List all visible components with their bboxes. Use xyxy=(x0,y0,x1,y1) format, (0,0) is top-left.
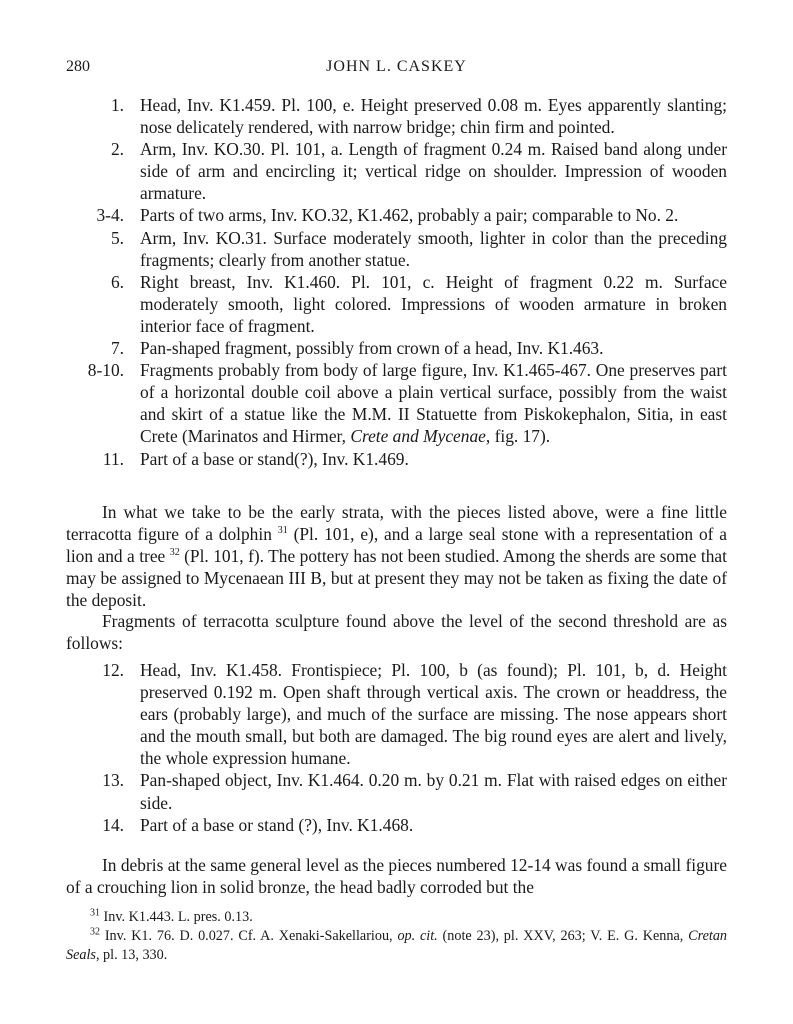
footnote-text: Inv. K1.443. L. pres. 0.13. xyxy=(103,909,253,925)
fragment-list-later xyxy=(66,659,727,836)
item-number: 14. xyxy=(102,814,124,835)
footnote-mark: 32 xyxy=(90,926,100,938)
footnote xyxy=(66,908,727,927)
item-text: Pan-shaped fragment, possibly from crown of a head, Inv. K1.463. xyxy=(140,338,604,359)
item-number: 2. xyxy=(110,139,124,160)
item-number: 1. xyxy=(110,95,124,115)
body-paragraph: In debris at the same general level as the pieces numbered 12-14 was found a small figure of a crouching lion in solid bronze, the head badly corroded but the xyxy=(66,855,727,898)
item-number: 11. xyxy=(102,448,124,469)
paragraph-text: (Pl. 101, e), and a large seal stone with a representation of a lion and a tree xyxy=(66,524,727,567)
list-item xyxy=(66,94,727,138)
list-item xyxy=(66,359,727,447)
footnote-ref[interactable]: 31 xyxy=(277,525,288,537)
item-text: Part of a base or stand (?), Inv. K1.468. xyxy=(140,814,414,835)
item-text: Parts of two arms, Inv. KO.32, K1.462, probably a pair; comparable to No. 2. xyxy=(140,205,679,226)
footnotes xyxy=(66,908,727,965)
item-number: 3-4. xyxy=(96,205,124,226)
footnote-italic: Cretan Seals xyxy=(66,928,728,963)
item-text: Fragments probably from body of large figure, Inv. K1.465-467. One preserves part of a horizontal double coil above a plain vertical surface, possibly from the waist and skirt of a statue like the M.M. II Statuette from Piskokephalon, Sitia, in east Crete (Marinatos and Hirmer, xyxy=(140,360,727,447)
body-paragraph: Fragments of terracotta sculpture found above the level of the second threshold are as follows: xyxy=(66,611,727,654)
item-text: Pan-shaped object, Inv. K1.464. 0.20 m. by 0.21 m. Flat with raised edges on either side. xyxy=(140,770,727,813)
running-title: JOHN L. CASKEY xyxy=(326,58,467,75)
item-number: 12. xyxy=(102,660,124,680)
item-text-italic: Crete and Mycenae xyxy=(350,426,486,447)
list-item xyxy=(66,659,727,769)
footnote-mark: 31 xyxy=(90,907,100,919)
item-number: 8-10. xyxy=(87,360,124,381)
list-item xyxy=(66,227,727,271)
list-item xyxy=(66,204,727,226)
item-text: Head, Inv. K1.458. Frontispiece; Pl. 100, b (as found); Pl. 101, b, d. Height preserved 0.192 m. Open shaft through vertical axis. The crown or headdress, the ears (probably large), and much of the surface are missing. The nose appears short and the mouth small, but both are damaged. The big round eyes are alert and lively, the whole expression humane. xyxy=(140,660,727,769)
footnote-ref[interactable]: 32 xyxy=(169,547,180,559)
footnote-italic: op. cit. xyxy=(397,928,438,944)
item-text: Right breast, Inv. K1.460. Pl. 101, c. Height of fragment 0.22 m. Surface moderately smooth, light colored. Impressions of wooden armature in broken interior face of fragment. xyxy=(140,271,727,336)
list-item xyxy=(66,769,727,813)
list-item xyxy=(66,337,727,359)
fragment-list-early xyxy=(66,94,727,470)
item-number: 5. xyxy=(110,227,124,248)
list-item xyxy=(66,271,727,337)
footnote-text: , pl. 13, 330. xyxy=(95,947,168,963)
item-text: Part of a base or stand(?), Inv. K1.469. xyxy=(140,448,409,469)
item-number: 7. xyxy=(110,338,124,359)
item-text: Head, Inv. K1.459. Pl. 100, e. Height preserved 0.08 m. Eyes apparently slanting; nose delicately rendered, with narrow bridge; chin firm and pointed. xyxy=(140,95,727,138)
footnote-text: Inv. K1. 76. D. 0.027. Cf. A. Xenaki-Sakellariou, xyxy=(104,928,398,944)
list-item xyxy=(66,448,727,470)
item-number: 6. xyxy=(110,271,124,292)
body-paragraph xyxy=(66,501,727,611)
item-text: , fig. 17). xyxy=(485,426,551,447)
item-number: 13. xyxy=(102,770,124,791)
footnote-text: (note 23), pl. XXV, 263; V. E. G. Kenna, xyxy=(437,928,689,944)
item-text: Arm, Inv. KO.30. Pl. 101, a. Length of fragment 0.24 m. Raised band along under side of arm and encircling it; vertical ridge on shoulder. Impression of wooden armature. xyxy=(140,139,727,204)
page-header xyxy=(66,58,727,82)
footnote xyxy=(66,927,727,965)
list-item xyxy=(66,814,727,836)
paragraph-text: (Pl. 101, f). The pottery has not been studied. Among the sherds are some that may be assigned to Mycenaean III B, but at present they may not be taken as fixing the date of the deposit. xyxy=(66,546,727,611)
paragraph-text: In what we take to be the early strata, with the pieces listed above, were a fine little terracotta figure of a dolphin xyxy=(66,502,727,545)
item-text: Arm, Inv. KO.31. Surface moderately smooth, lighter in color than the preceding fragments; clearly from another statue. xyxy=(140,227,727,270)
page-number: 280 xyxy=(66,58,90,75)
list-item xyxy=(66,138,727,204)
